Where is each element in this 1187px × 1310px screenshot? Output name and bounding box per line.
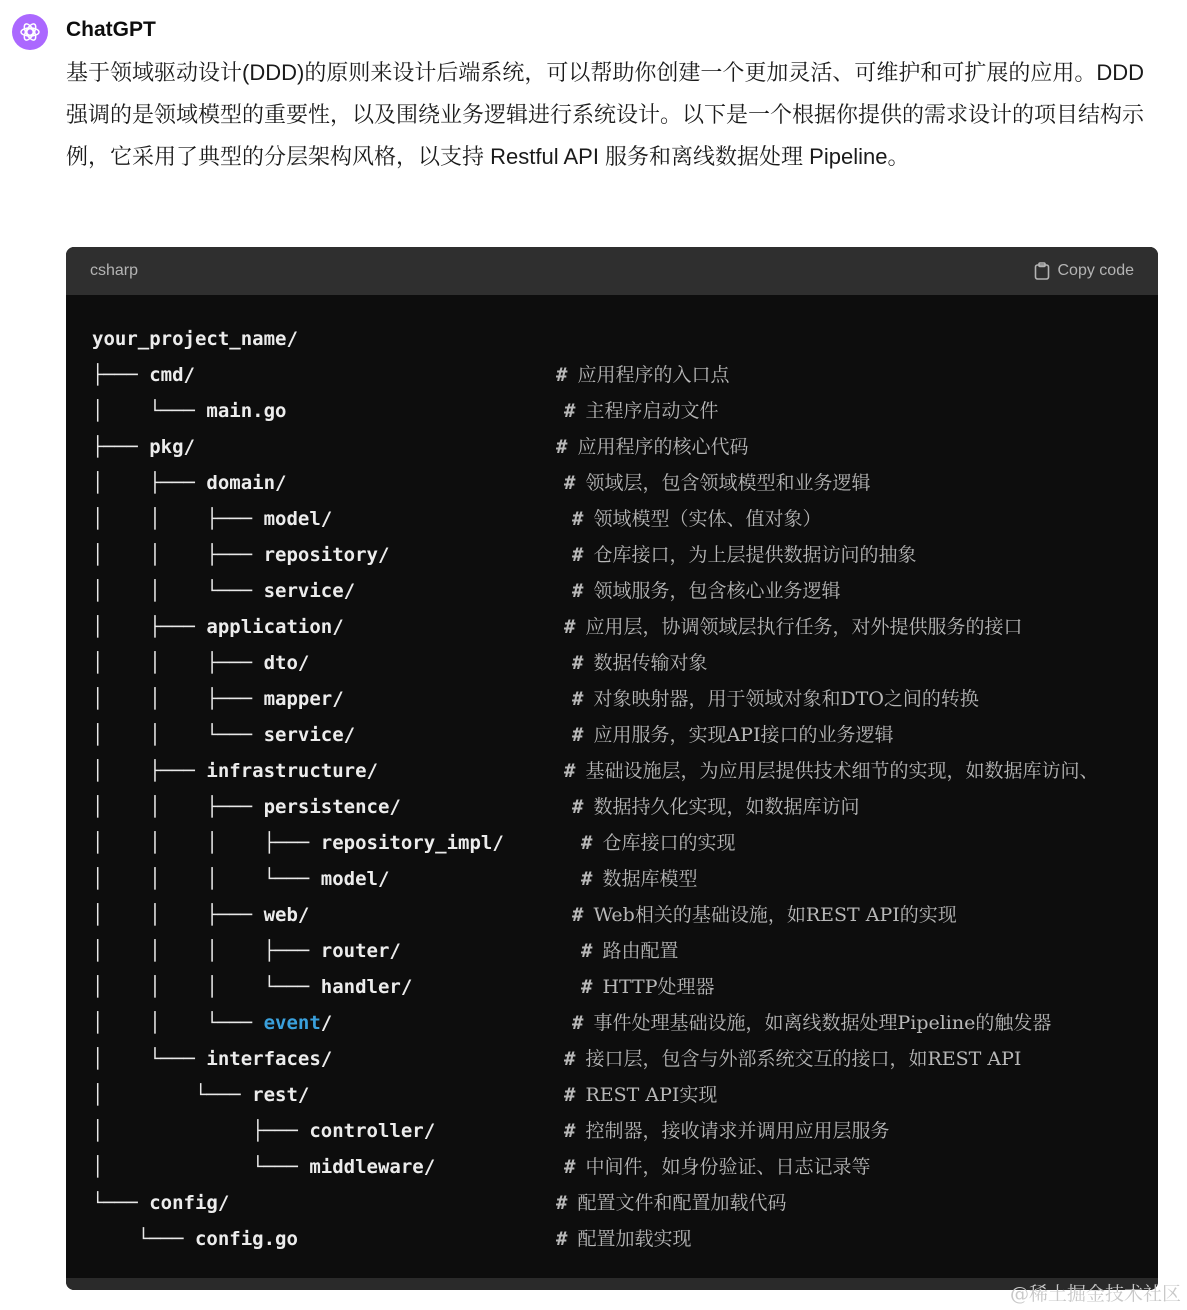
comment-hash: # xyxy=(556,1192,568,1214)
comment-hash: # xyxy=(564,1156,576,1178)
comment-text: 配置文件和配置加载代码 xyxy=(577,1192,787,1214)
code-comment xyxy=(581,825,735,861)
code-line xyxy=(92,717,355,753)
path-name: application/ xyxy=(206,616,344,638)
code-comment xyxy=(572,645,707,681)
watermark: @稀土掘金技术社区 xyxy=(1009,1283,1181,1305)
code-comment xyxy=(564,1077,717,1113)
code-block xyxy=(66,247,1158,1290)
tree-branch: │ │ ├─── xyxy=(92,652,264,674)
comment-hash: # xyxy=(572,1012,584,1034)
comment-text: HTTP处理器 xyxy=(602,976,715,998)
tree-branch: │ └─── xyxy=(92,1048,207,1070)
code-line xyxy=(92,645,309,681)
code-comment xyxy=(581,861,697,897)
comment-text: 仓库接口的实现 xyxy=(602,832,736,854)
comment-text: 控制器，接收请求并调用应用层服务 xyxy=(585,1120,890,1142)
comment-text: 基础设施层，为应用层提供技术细节的实现，如数据库访问、 xyxy=(585,760,1099,782)
comment-hash: # xyxy=(581,940,593,962)
path-name: middleware/ xyxy=(309,1156,436,1178)
comment-hash: # xyxy=(572,724,584,746)
code-line xyxy=(92,321,298,357)
code-line xyxy=(92,1005,332,1041)
comment-text: 应用层，协调领域层执行任务，对外提供服务的接口 xyxy=(585,616,1023,638)
comment-hash: # xyxy=(564,1048,576,1070)
tree-branch: │ └─── xyxy=(92,400,207,422)
comment-text: 数据传输对象 xyxy=(593,652,708,674)
code-comment xyxy=(564,393,718,429)
comment-hash: # xyxy=(564,1084,576,1106)
path-name: mapper/ xyxy=(263,688,344,710)
code-line xyxy=(92,393,286,429)
code-line xyxy=(92,1149,435,1185)
tree-branch: │ │ │ ├─── xyxy=(92,940,321,962)
comment-text: 领域层，包含领域模型和业务逻辑 xyxy=(585,472,871,494)
tree-branch: │ │ └─── xyxy=(92,1012,264,1034)
tree-branch: │ │ ├─── xyxy=(92,508,264,530)
code-line xyxy=(92,465,286,501)
code-comment xyxy=(564,1041,1021,1077)
tree-branch: │ ├─── xyxy=(92,1120,310,1142)
message-author: ChatGPT xyxy=(66,18,156,41)
path-name: model/ xyxy=(320,868,390,890)
comment-text: 主程序启动文件 xyxy=(585,400,719,422)
comment-hash: # xyxy=(572,508,584,530)
comment-text: 数据库模型 xyxy=(602,868,698,890)
path-name: cmd/ xyxy=(149,364,195,386)
tree-branch: │ │ │ ├─── xyxy=(92,832,321,854)
code-comment xyxy=(581,969,715,1005)
comment-hash: # xyxy=(572,580,584,602)
tree-branch: │ │ └─── xyxy=(92,580,264,602)
code-line xyxy=(92,825,504,861)
path-name: service/ xyxy=(263,724,356,746)
path-name: rest/ xyxy=(252,1084,310,1106)
path-name: persistence/ xyxy=(263,796,401,818)
path-name: service/ xyxy=(263,580,356,602)
comment-text: 路由配置 xyxy=(602,940,679,962)
code-line xyxy=(92,861,389,897)
code-line xyxy=(92,681,344,717)
code-line xyxy=(92,1221,298,1257)
path-name: controller/ xyxy=(309,1120,436,1142)
code-comment xyxy=(556,1221,691,1257)
comment-hash: # xyxy=(581,832,593,854)
comment-hash: # xyxy=(564,472,576,494)
code-line xyxy=(92,969,412,1005)
comment-text: 应用服务，实现API接口的业务逻辑 xyxy=(593,724,894,746)
tree-branch: ├─── xyxy=(92,364,150,386)
code-line xyxy=(92,501,332,537)
message-intro: 基于领域驱动设计(DDD)的原则来设计后端系统，可以帮助你创建一个更加灵活、可维护和可扩展的应用。DDD 强调的是领域模型的重要性，以及围绕业务逻辑进行系统设计。以下是一个根据你提供的需求设计的项目结构示例，它采用了典型的分层架构风格，以支持 Restful API 服务和离线数据处理 Pipeline。 xyxy=(66,60,1145,169)
code-line xyxy=(92,933,401,969)
code-line xyxy=(92,753,378,789)
path-name: repository/ xyxy=(263,544,390,566)
tree-branch: │ └─── xyxy=(92,1084,253,1106)
code-line xyxy=(92,1113,435,1149)
path-suffix: / xyxy=(320,1012,333,1034)
comment-hash: # xyxy=(572,652,584,674)
comment-text: REST API实现 xyxy=(585,1084,718,1106)
tree-branch: │ │ ├─── xyxy=(92,544,264,566)
code-comment xyxy=(572,789,859,825)
path-name: config/ xyxy=(149,1192,230,1214)
code-comment xyxy=(572,501,821,537)
comment-hash: # xyxy=(556,364,568,386)
tree-branch: │ ├─── xyxy=(92,472,207,494)
code-comment xyxy=(564,609,1022,645)
comment-text: 接口层，包含与外部系统交互的接口，如REST API xyxy=(585,1048,1022,1070)
tree-branch: └─── xyxy=(92,1192,150,1214)
tree-branch: │ │ ├─── xyxy=(92,904,264,926)
tree-branch: │ │ ├─── xyxy=(92,796,264,818)
tree-branch: │ ├─── xyxy=(92,616,207,638)
clipboard-icon xyxy=(1034,262,1050,280)
code-comment xyxy=(564,1149,870,1185)
comment-hash: # xyxy=(556,436,568,458)
code-language: csharp xyxy=(90,262,139,279)
path-name: event xyxy=(263,1012,321,1034)
code-line xyxy=(92,1041,332,1077)
code-comment xyxy=(564,1113,889,1149)
tree-branch: │ │ │ └─── xyxy=(92,976,321,998)
tree-branch: │ │ │ └─── xyxy=(92,868,321,890)
comment-text: 应用程序的核心代码 xyxy=(577,436,749,458)
code-comment xyxy=(564,465,870,501)
code-header xyxy=(66,247,1158,295)
code-comment xyxy=(556,357,729,393)
openai-logo-icon xyxy=(18,20,42,44)
code-comment xyxy=(572,573,840,609)
tree-branch: ├─── xyxy=(92,436,150,458)
avatar xyxy=(12,14,48,50)
comment-text: 中间件，如身份验证、日志记录等 xyxy=(585,1156,871,1178)
code-line xyxy=(92,1185,229,1221)
code-line xyxy=(92,357,195,393)
path-name: infrastructure/ xyxy=(206,760,378,782)
comment-text: Web相关的基础设施，如REST API的实现 xyxy=(593,904,957,926)
comment-hash: # xyxy=(572,796,584,818)
path-name: domain/ xyxy=(206,472,287,494)
comment-hash: # xyxy=(581,976,593,998)
comment-hash: # xyxy=(564,760,576,782)
comment-text: 事件处理基础设施，如离线数据处理Pipeline的触发器 xyxy=(593,1012,1052,1034)
comment-text: 对象映射器，用于领域对象和DTO之间的转换 xyxy=(593,688,979,710)
path-name: interfaces/ xyxy=(206,1048,333,1070)
comment-hash: # xyxy=(572,904,584,926)
code-comment xyxy=(572,681,979,717)
path-name: pkg/ xyxy=(149,436,195,458)
path-name: main.go xyxy=(206,400,287,422)
code-line xyxy=(92,897,309,933)
tree-branch: │ │ └─── xyxy=(92,724,264,746)
path-name: handler/ xyxy=(320,976,413,998)
path-name: dto/ xyxy=(263,652,310,674)
comment-hash: # xyxy=(572,544,584,566)
code-comment xyxy=(556,429,748,465)
code-comment xyxy=(556,1185,786,1221)
comment-hash: # xyxy=(564,616,576,638)
code-line xyxy=(92,609,344,645)
code-line xyxy=(92,789,401,825)
comment-hash: # xyxy=(572,688,584,710)
path-name: your_project_name/ xyxy=(92,328,298,350)
comment-text: 领域服务，包含核心业务逻辑 xyxy=(593,580,841,602)
comment-text: 配置加载实现 xyxy=(577,1228,692,1250)
code-line xyxy=(92,573,355,609)
comment-hash: # xyxy=(564,1120,576,1142)
code-comment xyxy=(572,897,957,933)
tree-branch: └─── xyxy=(92,1228,195,1250)
code-comment xyxy=(572,1005,1051,1041)
comment-text: 仓库接口，为上层提供数据访问的抽象 xyxy=(593,544,917,566)
comment-hash: # xyxy=(564,400,576,422)
code-comment xyxy=(572,537,916,573)
copy-code-label: Copy code xyxy=(1057,262,1134,279)
code-comment xyxy=(572,717,893,753)
code-comment xyxy=(581,933,678,969)
path-name: repository_impl/ xyxy=(320,832,504,854)
code-line xyxy=(92,429,195,465)
code-line xyxy=(92,1077,309,1113)
path-name: model/ xyxy=(263,508,333,530)
path-name: config.go xyxy=(194,1228,298,1250)
tree-branch: │ ├─── xyxy=(92,760,207,782)
comment-text: 应用程序的入口点 xyxy=(577,364,730,386)
horizontal-scrollbar[interactable] xyxy=(66,1278,1158,1290)
path-name: router/ xyxy=(320,940,401,962)
code-comment xyxy=(564,753,1098,789)
tree-branch: │ │ ├─── xyxy=(92,688,264,710)
code-body xyxy=(66,295,1158,1278)
tree-branch: │ └─── xyxy=(92,1156,310,1178)
path-name: web/ xyxy=(263,904,310,926)
comment-hash: # xyxy=(581,868,593,890)
comment-text: 数据持久化实现，如数据库访问 xyxy=(593,796,860,818)
code-line xyxy=(92,537,389,573)
copy-code-button[interactable] xyxy=(1034,262,1135,280)
comment-hash: # xyxy=(556,1228,568,1250)
comment-text: 领域模型（实体、值对象） xyxy=(593,508,822,530)
